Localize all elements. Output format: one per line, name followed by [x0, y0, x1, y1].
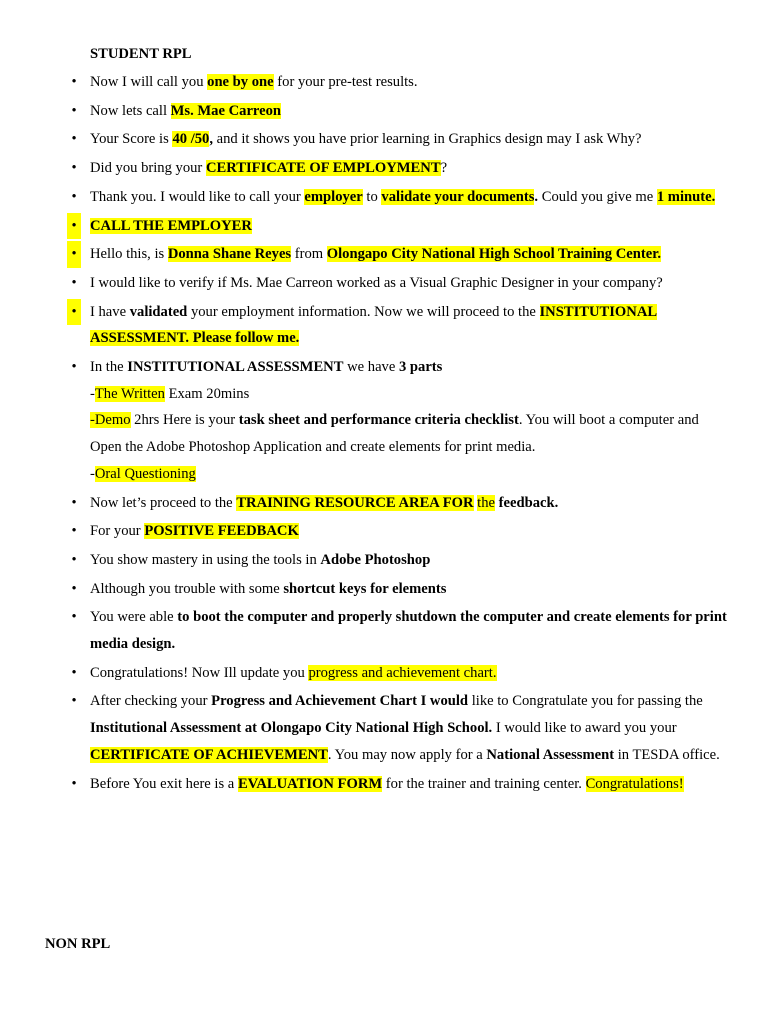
text-run: 2hrs Here is your: [130, 412, 239, 429]
text-run: I would like to verify if Ms. Mae Carreon worked as a Visual Graphic Designer in your company?: [90, 274, 663, 291]
highlighted-text: employer: [304, 188, 363, 205]
text-run: . You will boot a computer and Open the Adobe Photoshop Application and create elements for print media.: [90, 412, 699, 456]
bullet-marker: •: [71, 664, 77, 681]
highlighted-text: Donna Shane Reyes: [167, 246, 292, 263]
list-item: [71, 155, 730, 182]
list-item: [71, 241, 730, 268]
text-run: Now let’s proceed to the: [90, 494, 237, 511]
list-item: [71, 213, 730, 240]
highlighted-text: CERTIFICATE OF ACHIEVEMENT: [90, 746, 328, 763]
bold-text: to boot the computer and properly shutdown the computer and create elements for print media design.: [90, 609, 727, 653]
list-item: [71, 576, 730, 603]
sub-line: [90, 381, 730, 408]
highlighted-text: INSTITUTIONAL ASSESSMENT. Please follow me.: [90, 303, 658, 347]
highlighted-text: one by one: [207, 74, 274, 90]
bullet-marker: •: [71, 188, 77, 205]
text-run: You were able: [90, 609, 178, 626]
text-run: Congratulations! Now Ill update you: [90, 664, 309, 681]
list-item: [71, 354, 730, 488]
text-run: and it shows you have prior learning in Graphics design may I ask Why?: [213, 131, 642, 148]
bullet-marker: •: [71, 523, 77, 540]
heading-student-rpl: STUDENT RPL: [90, 46, 192, 62]
sub-line: [90, 407, 730, 460]
text-run: like to Congratulate you for passing the: [468, 693, 703, 710]
item-text: [90, 69, 730, 96]
bullet-marker: •: [67, 213, 81, 240]
bold-text: task sheet and performance criteria checklist: [238, 412, 519, 429]
text-run: in TESDA office.: [614, 746, 720, 763]
item-text: [90, 213, 730, 240]
highlighted-text: Congratulations!: [585, 775, 684, 792]
bullet-marker: •: [71, 775, 77, 792]
bold-text: 3 parts: [398, 359, 443, 376]
highlighted-text: 40 /50: [172, 131, 210, 148]
bullet-marker: •: [71, 359, 77, 376]
item-text: [90, 155, 730, 182]
bold-text: National Assessment: [486, 746, 615, 763]
bullet-marker: •: [71, 580, 77, 597]
text-run: Thank you. I would like to call your: [90, 188, 305, 205]
bold-text: Institutional Assessment at Olongapo City National High School.: [90, 720, 493, 737]
highlighted-text: Oral Questioning: [94, 465, 196, 482]
bold-text: feedback.: [498, 494, 559, 511]
list-item: [71, 547, 730, 574]
bold-text: Adobe Photoshop: [320, 551, 431, 568]
bold-text: shortcut keys for elements: [283, 580, 447, 597]
bold-text: .: [534, 188, 539, 205]
list-item: [71, 69, 730, 96]
item-text: [90, 270, 730, 297]
highlighted-text: the: [477, 494, 495, 511]
list-item: [71, 98, 730, 125]
highlighted-text: CALL THE EMPLOYER: [90, 217, 252, 234]
item-text: [90, 771, 730, 798]
highlighted-text: -Demo: [90, 412, 131, 429]
highlighted-text: POSITIVE FEEDBACK: [144, 523, 299, 540]
text-run: I would like to award you your: [492, 720, 677, 737]
list-item: [71, 184, 730, 211]
list-item: [71, 660, 730, 687]
highlighted-text: validate your documents: [381, 188, 535, 205]
highlighted-text: The Written: [94, 385, 165, 402]
bullet-marker: •: [67, 299, 81, 326]
highlighted-text: Olongapo City National High School Training Center.: [326, 246, 661, 263]
highlighted-text: TRAINING RESOURCE AREA FOR: [236, 494, 474, 511]
text-run: Did you bring your: [90, 160, 206, 177]
bullet-marker: •: [67, 241, 81, 268]
list-item: [71, 126, 730, 153]
highlighted-text: Ms. Mae Carreon: [170, 102, 282, 119]
text-run: Could you give me: [538, 188, 657, 205]
bullet-marker: •: [71, 74, 77, 90]
text-run: Your Score is: [90, 131, 173, 148]
text-run: I have: [90, 303, 130, 320]
text-run: In the: [90, 359, 128, 376]
item-text: [90, 660, 730, 687]
bullet-marker: •: [71, 609, 77, 626]
list-item: [71, 518, 730, 545]
item-text: [90, 490, 730, 517]
item-text: [90, 98, 730, 125]
item-text: [90, 354, 730, 381]
text-run: from: [291, 246, 327, 263]
script-bullet-list: [71, 69, 730, 799]
item-text: [90, 688, 730, 768]
bold-text: validated: [129, 303, 188, 320]
text-run: Before You exit here is a: [90, 775, 238, 792]
text-run: After checking your: [90, 693, 212, 710]
text-run: ?: [440, 160, 448, 177]
text-run: Now lets call: [90, 102, 171, 119]
text-run: -: [90, 465, 95, 482]
bullet-marker: •: [71, 693, 77, 710]
bullet-marker: •: [71, 494, 77, 511]
text-run: we have: [343, 359, 399, 376]
list-item: [71, 604, 730, 657]
highlighted-text: 1 minute.: [656, 188, 716, 205]
highlighted-text: progress and achievement chart.: [308, 664, 497, 681]
item-text: [90, 604, 730, 657]
text-run: for your pre-test results.: [273, 74, 418, 90]
heading-non-rpl: NON RPL: [45, 936, 111, 952]
list-item: [71, 490, 730, 517]
item-text: [90, 518, 730, 545]
text-run: -: [90, 385, 95, 402]
item-text: [90, 547, 730, 574]
text-run: For your: [90, 523, 145, 540]
item-text: [90, 126, 730, 153]
highlighted-text: EVALUATION FORM: [237, 775, 383, 792]
item-text: [90, 576, 730, 603]
list-item: [71, 688, 730, 768]
text-run: to: [362, 188, 382, 205]
bullet-marker: •: [71, 102, 77, 119]
bold-text: INSTITUTIONAL ASSESSMENT: [127, 359, 344, 376]
text-run: Although you trouble with some: [90, 580, 284, 597]
bullet-marker: •: [71, 160, 77, 177]
sub-line: [90, 461, 730, 488]
list-item: [71, 299, 730, 352]
text-run: Hello this, is: [90, 246, 168, 263]
item-text: [90, 299, 730, 352]
text-run: . You may now apply for a: [327, 746, 487, 763]
list-item: [71, 771, 730, 798]
bullet-marker: •: [71, 131, 77, 148]
bold-text: ,: [209, 131, 213, 148]
text-run: You show mastery in using the tools in: [90, 551, 321, 568]
text-run: Now I will call you: [90, 74, 208, 90]
item-text: [90, 241, 730, 268]
bullet-marker: •: [71, 551, 77, 568]
bold-text: Progress and Achievement Chart I would: [211, 693, 469, 710]
item-text: [90, 184, 730, 211]
text-run: for the trainer and training center.: [382, 775, 586, 792]
bullet-marker: •: [71, 274, 77, 291]
list-item: [71, 270, 730, 297]
text-run: Exam 20mins: [164, 385, 250, 402]
highlighted-text: CERTIFICATE OF EMPLOYMENT: [205, 160, 441, 177]
text-run: your employment information. Now we will proceed to the: [187, 303, 540, 320]
